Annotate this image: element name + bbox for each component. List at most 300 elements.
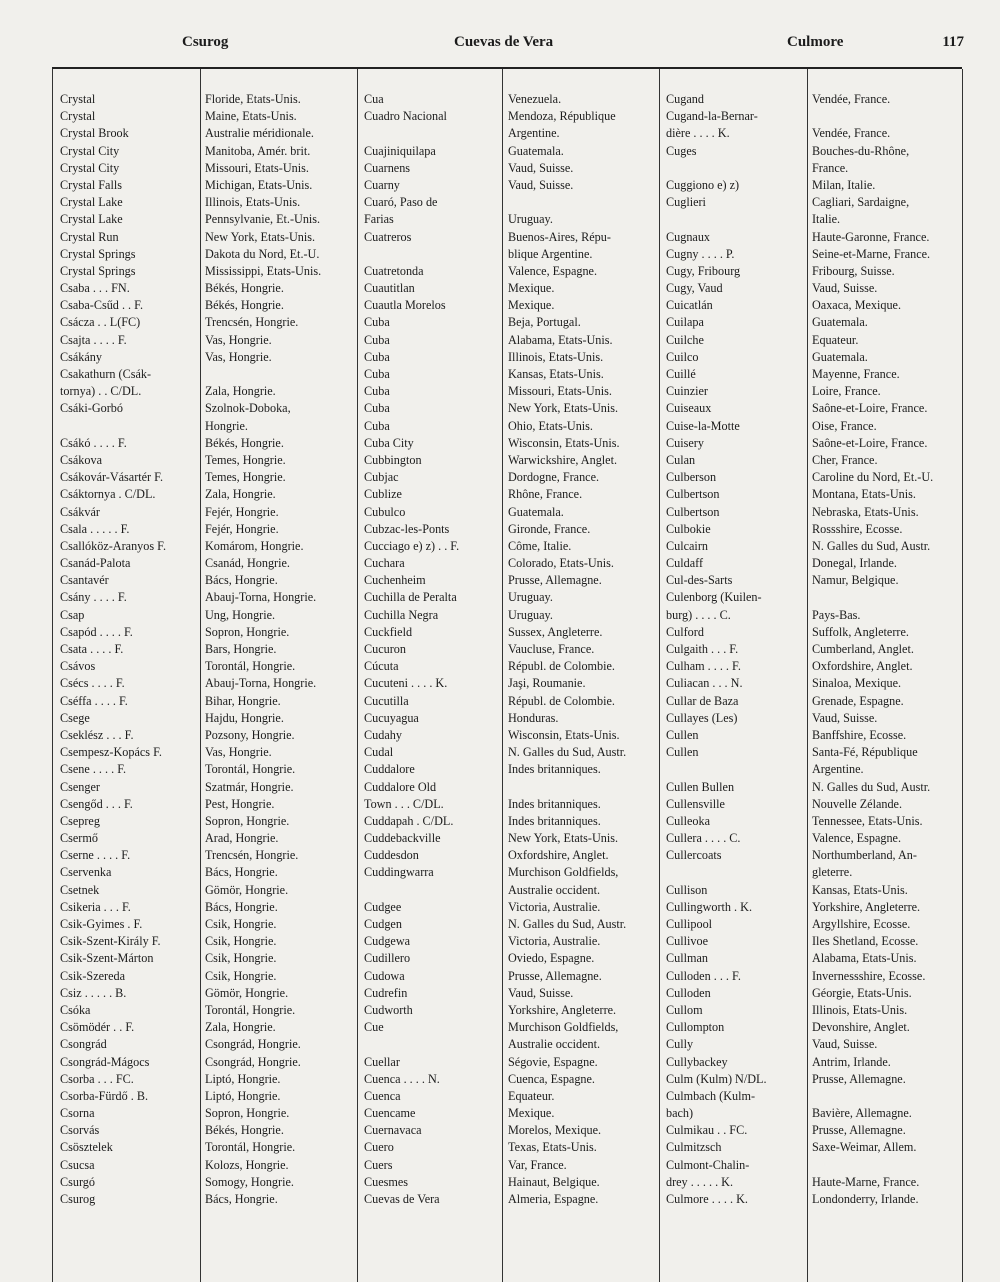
location-description: Cher, France. <box>812 452 878 467</box>
place-name: Culmore . . . . K. <box>666 1192 748 1206</box>
location-description: Saône-et-Loire, France. <box>812 435 928 450</box>
place-name: Csata . . . . F. <box>60 642 124 656</box>
location-description: Saxe-Weimar, Allem. <box>812 1140 917 1155</box>
place-name <box>666 761 805 778</box>
place-name: drey . . . . . K. <box>666 1174 734 1189</box>
place-name: Cseklész . . . F. <box>60 727 134 742</box>
location-description: Oxfordshire, Anglet. <box>508 848 609 863</box>
location-description: Tennessee, Etats-Unis. <box>812 813 923 828</box>
place-name: Culgaith . . . F. <box>666 642 739 656</box>
place-name: Crystal <box>60 92 96 106</box>
place-name: Csákány <box>60 349 102 364</box>
location-description: Prusse, Allemagne. <box>812 1071 906 1086</box>
place-name: Csetnek <box>60 882 100 897</box>
location-description: Guatemala. <box>812 349 868 364</box>
location-description: Loire, France. <box>812 384 881 399</box>
place-name: Culleoka <box>666 813 711 828</box>
location-description: Torontál, Hongrie. <box>205 659 296 674</box>
place-name: Cubulco <box>364 504 406 519</box>
location-description <box>812 1088 962 1105</box>
place-name: Cubjac <box>364 470 399 485</box>
place-name: Csallóköz-Aranyos F. <box>60 538 166 553</box>
place-name: Culmikau . . FC. <box>666 1123 748 1138</box>
place-name: Cudillero <box>364 951 411 966</box>
location-description: Victoria, Australie. <box>508 934 601 949</box>
location-description: Manitoba, Amér. brit. <box>205 143 311 158</box>
place-name: Csákova <box>60 452 102 467</box>
location-description: Missouri, Etats-Unis. <box>508 384 612 399</box>
place-name: Farias <box>364 212 394 227</box>
place-name: Cuellar <box>364 1054 400 1069</box>
location-description: Namur, Belgique. <box>812 573 899 588</box>
location-description: Bács, Hongrie. <box>205 865 278 880</box>
place-name: Cua <box>364 92 384 106</box>
place-name: Culenborg (Kuilen- <box>666 590 762 605</box>
place-name: Cuevas de Vera <box>364 1192 440 1206</box>
place-name: Cuddapah . C/DL. <box>364 813 454 828</box>
location-description: Csongrád, Hongrie. <box>205 1054 301 1069</box>
location-description: Bavière, Allemagne. <box>812 1106 912 1121</box>
place-name: Culmbach (Kulm- <box>666 1088 756 1103</box>
place-name: Csorba . . . FC. <box>60 1071 134 1086</box>
place-name: Cuernavaca <box>364 1123 422 1138</box>
location-description: Venezuela. <box>508 92 562 106</box>
place-name: Cuautitlan <box>364 281 415 296</box>
place-name <box>666 160 805 177</box>
location-description <box>812 1157 962 1174</box>
place-name: Crystal City <box>60 143 120 158</box>
location-description: Républ. de Colombie. <box>508 659 615 674</box>
location-description: N. Galles du Sud, Austr. <box>508 745 627 760</box>
rule-1 <box>200 69 201 1282</box>
place-name: Cucuron <box>364 642 406 656</box>
place-name: Cue <box>364 1020 384 1035</box>
place-name: Cuarny <box>364 177 400 192</box>
location-description: Argyllshire, Ecosse. <box>812 917 911 931</box>
location-description: Illinois, Etats-Unis. <box>508 349 604 364</box>
place-name: Crystal Falls <box>60 177 122 192</box>
location-description <box>812 108 962 125</box>
place-name: Cully <box>666 1037 694 1052</box>
location-description: Békés, Hongrie. <box>205 281 284 296</box>
location-description <box>508 194 658 211</box>
place-name <box>364 1036 500 1053</box>
location-description: Kolozs, Hongrie. <box>205 1157 289 1172</box>
place-name: Csömödér . . F. <box>60 1020 135 1035</box>
place-name: Csákvár <box>60 504 100 519</box>
location-description: Géorgie, Etats-Unis. <box>812 985 912 1000</box>
place-name: Csongrád-Mágocs <box>60 1054 150 1069</box>
location-description: Alabama, Etats-Unis. <box>812 951 917 966</box>
place-name: Culham . . . . F. <box>666 659 741 674</box>
location-description: Mexique. <box>508 1106 555 1121</box>
col3-places <box>666 91 805 1208</box>
place-name: Cservenka <box>60 865 112 880</box>
location-description: Floride, Etats-Unis. <box>205 92 301 106</box>
place-name: Csákó . . . . F. <box>60 435 127 450</box>
location-description: Morelos, Mexique. <box>508 1123 602 1138</box>
place-name: Cullivoe <box>666 934 708 949</box>
location-description: Zala, Hongrie. <box>205 487 276 502</box>
place-name: Culmitzsch <box>666 1140 722 1155</box>
place-name: Cucuteni . . . . K. <box>364 676 448 691</box>
place-name: Csaba . . . FN. <box>60 281 130 296</box>
place-name: Cuddingwarra <box>364 865 434 880</box>
place-name: Csaba-Csűd . . F. <box>60 298 143 313</box>
place-name: Cuba <box>364 332 390 347</box>
place-name: Cudrefin <box>364 985 408 1000</box>
location-description: France. <box>812 160 849 175</box>
place-name: dière . . . . K. <box>666 126 730 141</box>
place-name: Cuckfield <box>364 624 413 639</box>
place-name: tornya) . . C/DL. <box>60 384 142 399</box>
place-name: Crystal Lake <box>60 212 123 227</box>
location-description: N. Galles du Sud, Austr. <box>812 538 931 553</box>
location-description: Iles Shetland, Ecosse. <box>812 934 919 949</box>
location-description: Alabama, Etats-Unis. <box>508 332 613 347</box>
location-description: Békés, Hongrie. <box>205 1123 284 1138</box>
place-name: Culm (Kulm) N/DL. <box>666 1071 767 1086</box>
place-name: Cullen Bullen <box>666 779 735 794</box>
place-name: Cullera . . . . C. <box>666 831 741 846</box>
location-description: Zala, Hongrie. <box>205 1020 276 1035</box>
location-description: Seine-et-Marne, France. <box>812 246 931 261</box>
location-description: Haute-Marne, France. <box>812 1174 920 1189</box>
header-last-entry: Culmore <box>787 34 844 50</box>
location-description: Vaud, Suisse. <box>508 985 574 1000</box>
place-name: Cuchenheim <box>364 573 426 588</box>
place-name: Csene . . . . F. <box>60 762 127 777</box>
location-description: Vas, Hongrie. <box>205 745 272 760</box>
location-description: Csongrád, Hongrie. <box>205 1037 301 1052</box>
rule-4 <box>659 69 660 1282</box>
place-name: Csepreg <box>60 813 100 828</box>
location-description: Colorado, Etats-Unis. <box>508 556 614 571</box>
location-description: Indes britanniques. <box>508 796 601 811</box>
place-name <box>364 125 500 142</box>
place-name: Cullompton <box>666 1020 725 1035</box>
place-name <box>364 882 500 899</box>
place-name: Cuinzier <box>666 384 708 399</box>
location-description: Bács, Hongrie. <box>205 899 278 914</box>
location-description: Michigan, Etats-Unis. <box>205 177 313 192</box>
location-description: Gironde, France. <box>508 521 591 536</box>
place-name: Csorvás <box>60 1123 100 1138</box>
location-description: Gömör, Hongrie. <box>205 985 289 1000</box>
location-description: Mayenne, France. <box>812 367 900 381</box>
place-name: Cuba <box>364 349 390 364</box>
place-name: Culbertson <box>666 487 720 502</box>
location-description: Dakota du Nord, Et.-U. <box>205 246 320 261</box>
place-name: Culbertson <box>666 504 720 519</box>
location-description: Northumberland, An- <box>812 848 917 863</box>
place-name: Culberson <box>666 470 717 485</box>
place-name: Csajta . . . . F. <box>60 332 127 347</box>
place-name: Cul-des-Sarts <box>666 573 733 588</box>
place-name: Csákovár-Vásartér F. <box>60 470 164 485</box>
location-description: Trencsén, Hongrie. <box>205 848 299 863</box>
place-name: Culloden . . . F. <box>666 968 741 983</box>
place-name: Cuglieri <box>666 195 706 210</box>
place-name: Csakathurn (Csák- <box>60 367 152 381</box>
place-name: Cucuyagua <box>364 710 419 725</box>
location-description: Torontál, Hongrie. <box>205 1140 296 1155</box>
location-description: Guatemala. <box>508 143 564 158</box>
place-name: Cuchilla Negra <box>364 607 439 622</box>
location-description: New York, Etats-Unis. <box>508 401 619 416</box>
place-name: Csucsa <box>60 1157 95 1172</box>
location-description: Pest, Hongrie. <box>205 796 275 811</box>
location-description: Australie méridionale. <box>205 126 314 141</box>
place-name: Csantavér <box>60 573 109 588</box>
location-description: Oaxaca, Mexique. <box>812 298 901 313</box>
location-description: Yorkshire, Angleterre. <box>812 899 921 914</box>
location-description: Banffshire, Ecosse. <box>812 727 907 742</box>
location-description: Fribourg, Suisse. <box>812 263 895 278</box>
location-description: Beja, Portugal. <box>508 315 581 330</box>
place-name: Cuddalore <box>364 762 415 777</box>
place-name: Cullercoats <box>666 848 722 863</box>
place-name: Cuchilla de Peralta <box>364 590 457 605</box>
location-description: Wisconsin, Etats-Unis. <box>508 727 620 742</box>
location-description: Oviedo, Espagne. <box>508 951 595 966</box>
place-name: Csengőd . . . F. <box>60 796 133 811</box>
place-name: Cuggiono e) z) <box>666 177 740 192</box>
location-description: Vas, Hongrie. <box>205 332 272 347</box>
rule-3 <box>502 69 503 1282</box>
location-description: Pozsony, Hongrie. <box>205 727 295 742</box>
col2-countries <box>508 91 658 1208</box>
location-description: Vas, Hongrie. <box>205 349 272 364</box>
place-name: Cudworth <box>364 1002 413 1017</box>
place-name: Csurog <box>60 1192 96 1206</box>
location-description: Torontál, Hongrie. <box>205 762 296 777</box>
location-description: blique Argentine. <box>508 246 593 261</box>
place-name: Cullar de Baza <box>666 693 739 708</box>
place-name: Csik-Szent-Király F. <box>60 934 161 949</box>
place-name: Cserne . . . . F. <box>60 848 131 863</box>
gazetteer-table <box>52 67 962 1242</box>
rule-5 <box>807 69 808 1282</box>
location-description: Hajdu, Hongrie. <box>205 710 284 725</box>
place-name <box>364 246 500 263</box>
location-description: Ung, Hongrie. <box>205 607 276 622</box>
place-name: Cugand <box>666 92 704 106</box>
place-name: Cubzac-les-Ponts <box>364 521 450 536</box>
place-name: Cuges <box>666 143 697 158</box>
place-name: Csanád-Palota <box>60 556 131 571</box>
location-description: Somogy, Hongrie. <box>205 1174 294 1189</box>
location-description: Vaud, Suisse. <box>812 281 878 296</box>
location-description: Nebraska, Etats-Unis. <box>812 504 919 519</box>
location-description: Murchison Goldfields, <box>508 1020 619 1035</box>
place-name: Csenger <box>60 779 100 794</box>
location-description: Oise, France. <box>812 418 877 433</box>
place-name: Cuilco <box>666 349 699 364</box>
place-name: Cullom <box>666 1002 703 1017</box>
place-name: Crystal Lake <box>60 195 123 210</box>
location-description: Temes, Hongrie. <box>205 470 286 485</box>
place-name: Csik-Szereda <box>60 968 125 983</box>
place-name: Csécs . . . . F. <box>60 676 125 691</box>
location-description <box>205 366 355 383</box>
place-name: Cuba <box>364 367 390 381</box>
location-description: Montana, Etats-Unis. <box>812 487 916 502</box>
location-description: Antrim, Irlande. <box>812 1054 891 1069</box>
location-description: Uruguay. <box>508 590 553 605</box>
place-name: Cullen <box>666 745 699 760</box>
place-name: Cugy, Fribourg <box>666 263 741 278</box>
location-description: Sinaloa, Mexique. <box>812 676 902 691</box>
place-name: Cullybackey <box>666 1054 728 1069</box>
place-name: Csácza . . L(FC) <box>60 315 141 330</box>
place-name: Cuero <box>364 1140 394 1155</box>
place-name: Cullingworth . K. <box>666 899 752 914</box>
place-name: Csege <box>60 710 90 725</box>
place-name: Csávos <box>60 659 96 674</box>
location-description: gleterre. <box>812 865 853 880</box>
location-description: Sopron, Hongrie. <box>205 1106 290 1121</box>
location-description: Missouri, Etats-Unis. <box>205 160 309 175</box>
location-description: New York, Etats-Unis. <box>508 831 619 846</box>
location-description: Fejér, Hongrie. <box>205 504 279 519</box>
place-name: Cuatreros <box>364 229 412 244</box>
place-name: Culford <box>666 624 704 639</box>
location-description: Guatemala. <box>812 315 868 330</box>
location-description: Bihar, Hongrie. <box>205 693 281 708</box>
location-description: Zala, Hongrie. <box>205 384 276 399</box>
location-description: Devonshire, Anglet. <box>812 1020 910 1035</box>
place-name: Cuba <box>364 384 390 399</box>
location-description: Jaşi, Roumanie. <box>508 676 586 691</box>
location-description: Invernessshire, Ecosse. <box>812 968 926 983</box>
location-description: Mendoza, République <box>508 109 616 124</box>
rule-left <box>52 69 53 1282</box>
location-description: Santa-Fé, République <box>812 745 918 760</box>
place-name: Csáktornya . C/DL. <box>60 487 156 502</box>
location-description: Argentine. <box>508 126 560 141</box>
place-name: Cuaró, Paso de <box>364 195 438 210</box>
place-name: Cuba <box>364 315 390 330</box>
place-name: Cuchara <box>364 556 405 571</box>
location-description: Illinois, Etats-Unis. <box>205 195 301 210</box>
place-name: Culiacan . . . N. <box>666 676 743 691</box>
location-description: Uruguay. <box>508 212 553 227</box>
place-name: Csurgó <box>60 1174 95 1189</box>
location-description: Buenos-Aires, Répu- <box>508 229 611 244</box>
place-name: Csóka <box>60 1002 91 1017</box>
location-description: Mexique. <box>508 298 555 313</box>
place-name: Cuadro Nacional <box>364 109 447 124</box>
location-description: Républ. de Colombie. <box>508 693 615 708</box>
place-name: Culmont-Chalin- <box>666 1157 750 1172</box>
place-name: Crystal Run <box>60 229 119 244</box>
location-description: Equateur. <box>508 1088 555 1103</box>
place-name: Crystal Springs <box>60 263 136 278</box>
place-name: Cugand-la-Bernar- <box>666 109 758 124</box>
location-description: N. Galles du Sud, Austr. <box>508 917 627 931</box>
location-description: Csik, Hongrie. <box>205 917 277 931</box>
location-description: Valence, Espagne. <box>508 263 597 278</box>
location-description: Prusse, Allemagne. <box>508 968 602 983</box>
location-description: Dordogne, France. <box>508 470 600 485</box>
location-description: Bács, Hongrie. <box>205 573 278 588</box>
place-name: Csala . . . . . F. <box>60 521 130 536</box>
location-description: Almeria, Espagne. <box>508 1192 599 1206</box>
location-description: Torontál, Hongrie. <box>205 1002 296 1017</box>
location-description: Békés, Hongrie. <box>205 298 284 313</box>
location-description: Murchison Goldfields, <box>508 865 619 880</box>
place-name <box>666 211 805 228</box>
col2-places <box>364 91 500 1208</box>
place-name: Cucutilla <box>364 693 409 708</box>
place-name: Cuddebackville <box>364 831 441 846</box>
location-description: Yorkshire, Angleterre. <box>508 1002 617 1017</box>
place-name: bach) <box>666 1106 694 1121</box>
place-name: Csáki-Gorbó <box>60 401 123 416</box>
col1-countries <box>205 91 355 1208</box>
place-name: Csiz . . . . . B. <box>60 985 127 1000</box>
place-name: Csösztelek <box>60 1140 113 1155</box>
location-description: Equateur. <box>812 332 859 347</box>
location-description: Szatmár, Hongrie. <box>205 779 294 794</box>
place-name: Cuba <box>364 401 390 416</box>
place-name: Cullison <box>666 882 708 897</box>
place-name: Cullen <box>666 727 699 742</box>
place-name: Culbokie <box>666 521 711 536</box>
place-name: Cudowa <box>364 968 405 983</box>
place-name: Cuautla Morelos <box>364 298 446 313</box>
place-name: Cuba City <box>364 435 414 450</box>
location-description: Texas, Etats-Unis. <box>508 1140 597 1155</box>
location-description: Pays-Bas. <box>812 607 861 622</box>
header-first-entry: Csurog <box>182 34 229 50</box>
place-name: Crystal Springs <box>60 246 136 261</box>
place-name: Culcairn <box>666 538 708 553</box>
place-name: Cublize <box>364 487 402 502</box>
location-description: Guatemala. <box>508 504 564 519</box>
location-description: Vaud, Suisse. <box>812 710 878 725</box>
location-description: Australie occident. <box>508 882 601 897</box>
place-name: Cuesmes <box>364 1174 409 1189</box>
place-name: Cuba <box>364 418 390 433</box>
place-name: Cséffa . . . . F. <box>60 693 128 708</box>
location-description: Csik, Hongrie. <box>205 968 277 983</box>
location-description: Milan, Italie. <box>812 177 876 192</box>
place-name: Csik-Szent-Márton <box>60 951 154 966</box>
location-description: Vaucluse, France. <box>508 642 595 656</box>
place-name <box>666 864 805 881</box>
location-description: Maine, Etats-Unis. <box>205 109 297 124</box>
place-name: Town . . . C/DL. <box>364 796 444 811</box>
location-description: Komárom, Hongrie. <box>205 538 304 553</box>
place-name: Cugy, Vaud <box>666 281 723 296</box>
location-description: Gömör, Hongrie. <box>205 882 289 897</box>
location-description: N. Galles du Sud, Austr. <box>812 779 931 794</box>
place-name: Culan <box>666 452 696 467</box>
location-description: Pennsylvanie, Et.-Unis. <box>205 212 321 227</box>
location-description: Saône-et-Loire, France. <box>812 401 928 416</box>
place-name: Cullayes (Les) <box>666 710 738 725</box>
location-description: Donegal, Irlande. <box>812 556 897 571</box>
place-name: Cubbington <box>364 452 422 467</box>
location-description: Uruguay. <box>508 607 553 622</box>
place-name: Csorba-Fürdő . B. <box>60 1088 149 1103</box>
location-description: Australie occident. <box>508 1037 601 1052</box>
place-name: Csap <box>60 607 85 622</box>
location-description: Victoria, Australie. <box>508 899 601 914</box>
location-description: Sopron, Hongrie. <box>205 813 290 828</box>
